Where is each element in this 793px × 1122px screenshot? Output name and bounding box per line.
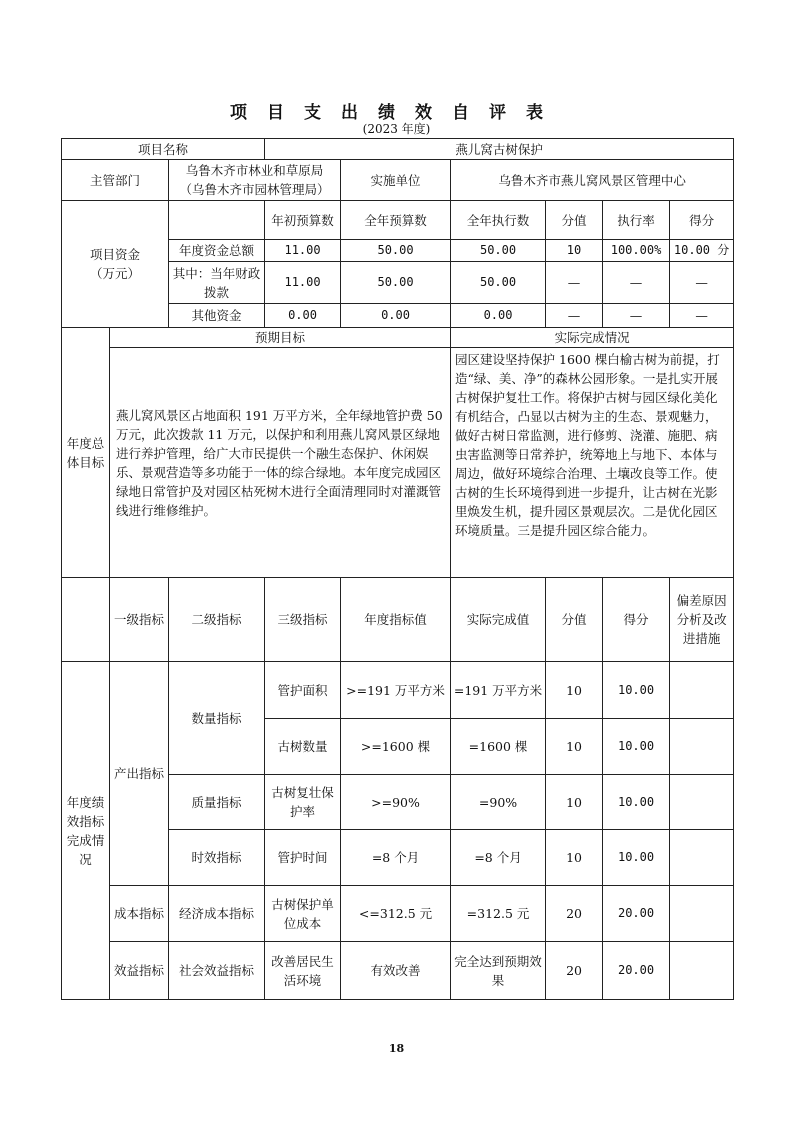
- note-cell: [670, 942, 734, 1000]
- points-cell: 10: [546, 662, 603, 719]
- year-subtitle: (2023 年度): [362, 122, 431, 136]
- dept-label: 主管部门: [62, 160, 169, 201]
- funds-label: [62, 201, 169, 328]
- score-cell: 20.00: [603, 886, 670, 942]
- level3-cell: 管护面积: [265, 662, 341, 719]
- project-name-value: 燕儿窝古树保护: [265, 139, 734, 160]
- funds-cell: 0.00: [265, 304, 341, 328]
- note-cell: [670, 662, 734, 719]
- points-cell: 20: [546, 886, 603, 942]
- indicator-row: [62, 942, 734, 1000]
- indicator-col-header: 一级指标: [110, 578, 169, 662]
- funds-cell: —: [670, 304, 734, 328]
- benefit-level1: 效益指标: [110, 942, 169, 1000]
- funds-col-header: 全年执行数: [451, 201, 546, 240]
- goals-header-row: [62, 328, 734, 348]
- points-cell: 10: [546, 719, 603, 775]
- funds-cell: 0.00: [451, 304, 546, 328]
- funds-cell: —: [546, 262, 603, 304]
- actual-result-header: 实际完成情况: [451, 328, 734, 348]
- score-cell: 10.00: [603, 719, 670, 775]
- indicator-col-header: 偏差原因分析及改进措施: [670, 578, 734, 662]
- actual-cell: =191 万平方米: [451, 662, 546, 719]
- expected-goal-text: 燕儿窝风景区占地面积 191 万平方米，全年绿地管护费 50 万元，此次拨款 11 万元，以保护和利用燕儿窝风景区绿地进行养护管理，给广大市民提供一个融生态保护、休闲娱乐、景观营造等多功能于一体的综合绿地。本年度完成园区绿地日常管护及对园区枯死树木进行全面清理同时对灌溉管线进行维修维护。: [110, 348, 451, 578]
- project-name-label: 项目名称: [62, 139, 265, 160]
- funds-col-header: 分值: [546, 201, 603, 240]
- indicators-blank-header: [62, 578, 110, 662]
- quality-level2: 质量指标: [169, 775, 265, 830]
- funds-col-header: 执行率: [603, 201, 670, 240]
- indicators-header-row: [62, 578, 734, 662]
- actual-cell: 完全达到预期效果: [451, 942, 546, 1000]
- indicator-col-header: 实际完成值: [451, 578, 546, 662]
- note-cell: [670, 830, 734, 886]
- department-row: [62, 160, 734, 201]
- impl-value: 乌鲁木齐市燕儿窝风景区管理中心: [451, 160, 734, 201]
- timeliness-level2: 时效指标: [169, 830, 265, 886]
- page-title: 项目支出绩效自评表: [230, 103, 563, 123]
- points-cell: 20: [546, 942, 603, 1000]
- funds-cell: 11.00: [265, 262, 341, 304]
- level3-cell: 管护时间: [265, 830, 341, 886]
- level3-cell: 古树数量: [265, 719, 341, 775]
- performance-table: [61, 138, 734, 1000]
- score-cell: 10.00: [603, 830, 670, 886]
- impl-label: 实施单位: [341, 160, 451, 201]
- funds-cell: 10.00 分: [670, 240, 734, 262]
- actual-cell: =1600 棵: [451, 719, 546, 775]
- funds-row-label: 年度资金总额: [169, 240, 265, 262]
- target-cell: >=191 万平方米: [341, 662, 451, 719]
- funds-col-header: 全年预算数: [341, 201, 451, 240]
- funds-cell: 0.00: [341, 304, 451, 328]
- funds-header-row: [62, 201, 734, 240]
- cost-level1: 成本指标: [110, 886, 169, 942]
- funds-cell: 50.00: [451, 262, 546, 304]
- goals-label: 年度总体目标: [62, 328, 110, 578]
- funds-cell: —: [670, 262, 734, 304]
- funds-cell: 50.00: [341, 240, 451, 262]
- note-cell: [670, 886, 734, 942]
- note-cell: [670, 775, 734, 830]
- target-cell: <=312.5 元: [341, 886, 451, 942]
- funds-cell: —: [603, 262, 670, 304]
- expected-goal-header: 预期目标: [110, 328, 451, 348]
- dept-line2: （乌鲁木齐市园林管理局）: [179, 182, 330, 197]
- level3-cell: 古树复壮保护率: [265, 775, 341, 830]
- indicator-col-header: 二级指标: [169, 578, 265, 662]
- output-level1: 产出指标: [110, 662, 169, 886]
- cost-level2: 经济成本指标: [169, 886, 265, 942]
- funds-cell: 10: [546, 240, 603, 262]
- actual-result-text: 园区建设坚持保护 1600 棵白榆古树为前提，打造“绿、美、净”的森林公园形象。一是扎实开展古树保护复壮工作。将保护古树与园区绿化美化有机结合，凸显以古树为主的生态、景观魅力，做好古树日常监测，进行修剪、浇灌、施肥、病虫害监测等日常养护，统筹地上与地下、本体与周边，做好环境综合治理、土壤改良等工作。使古树的生长环境得到进一步提升，让古树在光影里焕发生机，提升园区景观层次。二是优化园区环境质量。三是提升园区综合能力。: [451, 348, 734, 578]
- indicator-row: [62, 662, 734, 719]
- dept-line1: 乌鲁木齐市林业和草原局: [185, 163, 324, 178]
- funds-row-label: 其中：当年财政拨款: [169, 262, 265, 304]
- target-cell: =8 个月: [341, 830, 451, 886]
- score-cell: 20.00: [603, 942, 670, 1000]
- level3-cell: 改善居民生活环境: [265, 942, 341, 1000]
- funds-cell: —: [603, 304, 670, 328]
- indicators-section-label: 年度绩效指标完成情况: [62, 662, 110, 1000]
- funds-col-header: 年初预算数: [265, 201, 341, 240]
- funds-cell: 100.00%: [603, 240, 670, 262]
- score-cell: 10.00: [603, 662, 670, 719]
- benefit-level2: 社会效益指标: [169, 942, 265, 1000]
- indicator-row: [62, 886, 734, 942]
- quantity-level2: 数量指标: [169, 662, 265, 775]
- funds-blank-header: [169, 201, 265, 240]
- funds-cell: 50.00: [451, 240, 546, 262]
- funds-cell: 11.00: [265, 240, 341, 262]
- actual-cell: =312.5 元: [451, 886, 546, 942]
- score-cell: 10.00: [603, 775, 670, 830]
- target-cell: >=1600 棵: [341, 719, 451, 775]
- funds-label-line1: 项目资金: [89, 247, 140, 262]
- actual-cell: =8 个月: [451, 830, 546, 886]
- dept-value: [169, 160, 341, 201]
- note-cell: [670, 719, 734, 775]
- points-cell: 10: [546, 830, 603, 886]
- funds-col-header: 得分: [670, 201, 734, 240]
- goals-content-row: [62, 348, 734, 578]
- funds-cell: 50.00: [341, 262, 451, 304]
- actual-cell: =90%: [451, 775, 546, 830]
- indicator-col-header: 三级指标: [265, 578, 341, 662]
- target-cell: >=90%: [341, 775, 451, 830]
- funds-row-label: 其他资金: [169, 304, 265, 328]
- project-name-row: [62, 139, 734, 160]
- funds-label-line2: （万元）: [89, 266, 140, 281]
- target-cell: 有效改善: [341, 942, 451, 1000]
- page-number: 18: [388, 1042, 405, 1055]
- indicator-col-header: 年度指标值: [341, 578, 451, 662]
- level3-cell: 古树保护单位成本: [265, 886, 341, 942]
- indicator-col-header: 分值: [546, 578, 603, 662]
- indicator-col-header: 得分: [603, 578, 670, 662]
- points-cell: 10: [546, 775, 603, 830]
- funds-cell: —: [546, 304, 603, 328]
